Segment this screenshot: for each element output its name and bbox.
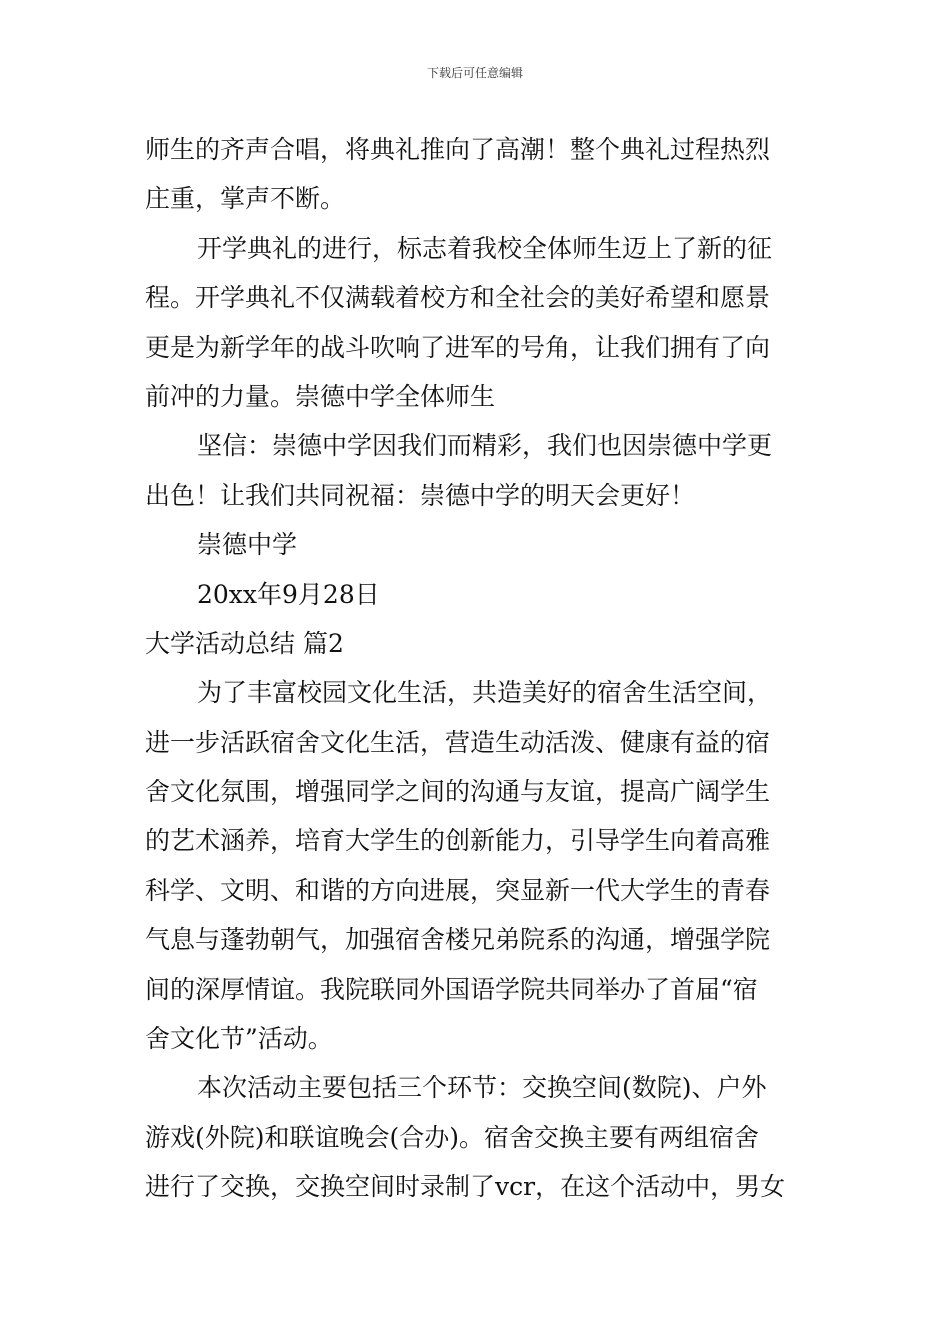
text-line: 舍文化氛围，增强同学之间的沟通与友谊，提高广阔学生: [145, 777, 771, 807]
text-line: 间的深厚情谊。我院联同外国语学院共同举办了首届“宿: [145, 974, 758, 1004]
text-line: 游戏(外院)和联谊晚会(合办)。宿舍交换主要有两组宿舍: [145, 1122, 760, 1152]
text-line: 前冲的力量。崇德中学全体师生: [145, 381, 496, 411]
text-line: 舍文化节”活动。: [145, 1024, 333, 1054]
paragraph-start-line: 开学典礼的进行，标志着我校全体师生迈上了新的征: [197, 233, 773, 263]
page-header: 下载后可任意编辑: [426, 66, 523, 80]
text-line: 进行了交换，交换空间时录制了vcr，在这个活动中，男女: [145, 1172, 786, 1202]
text-line: 气息与蓬勃朝气，加强宿舍楼兄弟院系的沟通，增强学院: [145, 925, 771, 955]
text-line: 程。开学典礼不仅满载着校方和全社会的美好希望和愿景: [145, 283, 771, 313]
text-line: 师生的齐声合唱，将典礼推向了高潮！整个典礼过程热烈: [145, 135, 771, 164]
paragraph-start-line: 本次活动主要包括三个环节：交换空间(数院)、户外: [197, 1073, 767, 1103]
paragraph-start-line: 为了丰富校园文化生活，共造美好的宿舍生活空间，: [197, 678, 773, 708]
signature-line: 崇德中学: [197, 530, 298, 560]
document-body: [145, 125, 807, 1212]
text-line: 庄重，掌声不断。: [145, 184, 346, 214]
text-line: 的艺术涵养，培育大学生的创新能力，引导学生向着高雅: [145, 826, 771, 856]
text-line: 进一步活跃宿舍文化生活，营造生动活泼、健康有益的宿: [145, 727, 771, 757]
paragraph-start-line: 坚信：崇德中学因我们而精彩，我们也因崇德中学更: [197, 431, 773, 461]
text-line: 更是为新学年的战斗吹响了进军的号角，让我们拥有了向: [145, 332, 771, 362]
date-line: 20xx年9月28日: [197, 579, 380, 609]
text-line: 出色！让我们共同祝福：崇德中学的明天会更好！: [145, 480, 696, 510]
text-line: 科学、文明、和谐的方向进展，突显新一代大学生的青春: [145, 875, 771, 905]
section-heading: 大学活动总结 篇2: [145, 628, 344, 658]
